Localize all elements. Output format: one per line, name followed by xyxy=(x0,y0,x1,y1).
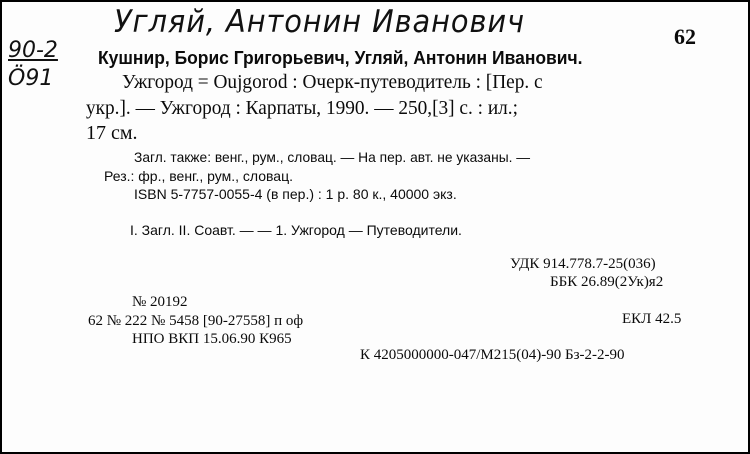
shelf-mark-line2: Ӧ91 xyxy=(8,66,54,91)
title-line-1: Ужгород = Oujgorod : Очерк-путеводитель : [Пер. с xyxy=(122,71,543,93)
record-line-2: 62 № 222 № 5458 [90-27558] п оф xyxy=(88,313,304,329)
card-number: 62 xyxy=(674,24,696,49)
bbk-code: ББК 26.89(2Ук)я2 xyxy=(550,274,664,290)
npo-line: НПО ВКП 15.06.90 К965 xyxy=(132,331,292,347)
note-line-1: Загл. также: венг., рум., словац. — На пер. авт. не указаны. — xyxy=(134,149,531,165)
title-line-2: укр.]. — Ужгород : Карпаты, 1990. — 250,[3] с. : ил.; xyxy=(86,97,518,119)
isbn-line: ISBN 5-7757-0055-4 (в пер.) : 1 р. 80 к., 40000 экз. xyxy=(134,186,457,202)
handwritten-title: Угляй, Антонин Иванович xyxy=(114,4,526,40)
title-line-3: 17 см. xyxy=(86,122,138,144)
ekl-code: ЕКЛ 42.5 xyxy=(622,311,682,327)
author-heading: Кушнир, Борис Григорьевич, Угляй, Антонин Иванович. xyxy=(98,48,583,68)
shelf-mark-line1: 90-2 xyxy=(8,38,58,63)
k-code: К 4205000000-047/М215(04)-90 Бз-2-2-90 xyxy=(360,347,625,363)
udk-code: УДК 914.778.7-25(036) xyxy=(510,256,656,272)
record-number: № 20192 xyxy=(132,294,188,310)
tracing-line: I. Загл. II. Соавт. — — 1. Ужгород — Путеводители. xyxy=(130,222,462,238)
note-line-2: Рез.: фр., венг., рум., словац. xyxy=(104,168,293,184)
